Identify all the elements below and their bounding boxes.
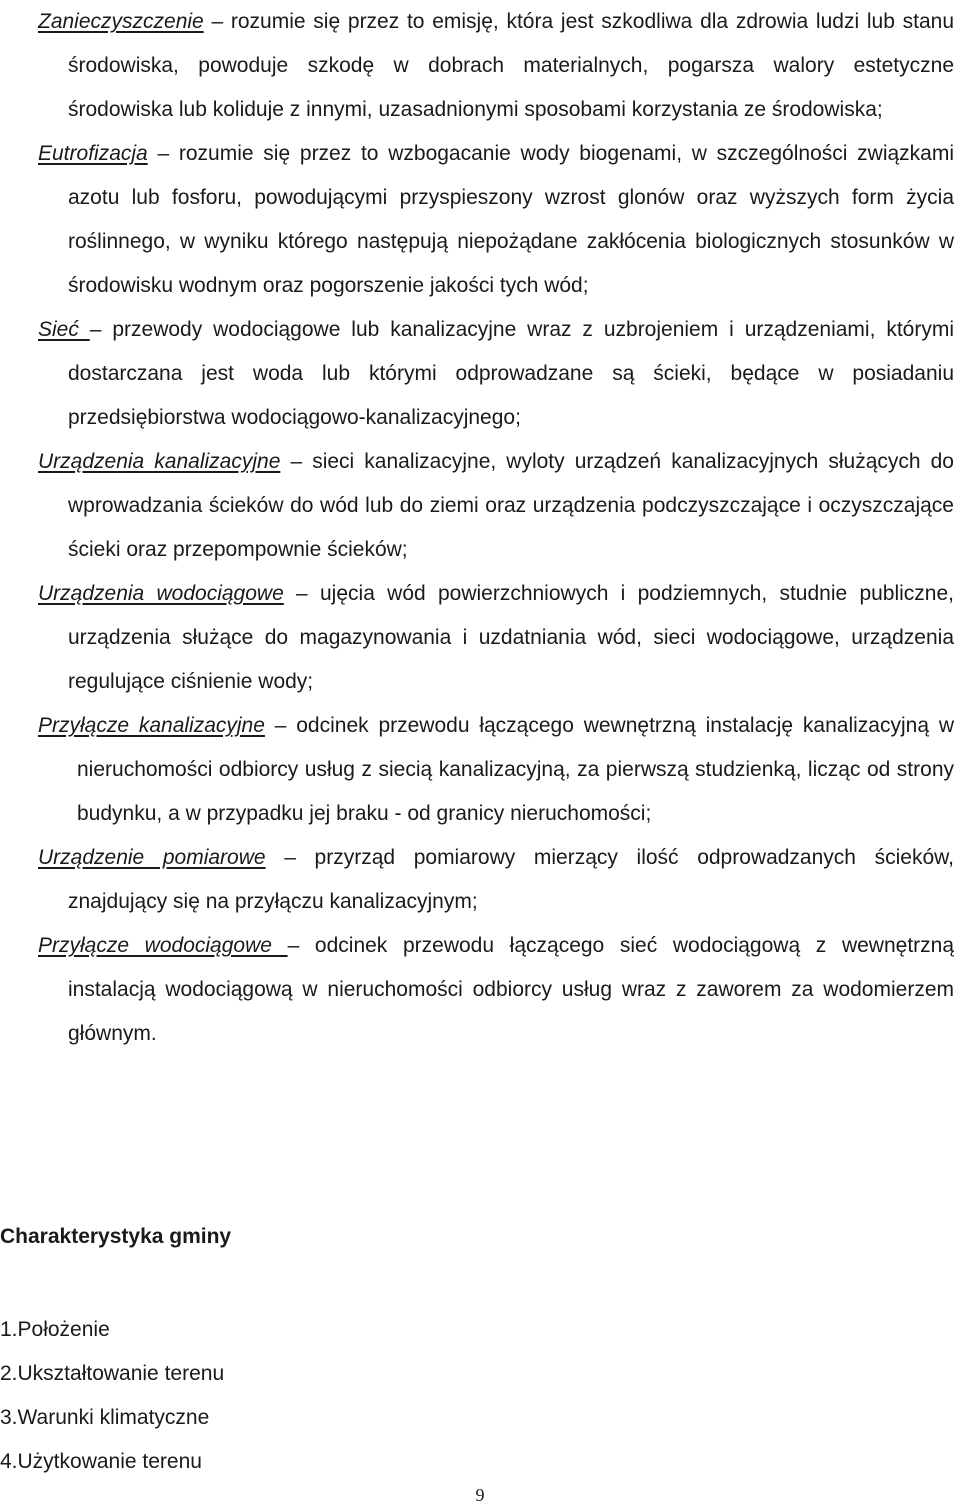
definition-text: – rozumie się przez to wzbogacanie wody biogenami, w szczególności związkami azotu lub fosforu, powodującymi przyspieszony wzrost glonów oraz wyższych form życia roślinnego, w wyniku którego następują niepożądane zakłócenia biologicznych stosunków w środowisku wodnym oraz pogorszenie jakości tych wód;: [68, 142, 954, 297]
definition-urzadzenie-pomiarowe: [0, 836, 960, 924]
definition-eutrofizacja: [0, 132, 960, 308]
definition-text: – przyrząd pomiarowy mierzący ilość odprowadzanych ścieków, znajdujący się na przyłączu kanalizacyjnym;: [68, 846, 954, 913]
definition-urzadzenia-kanalizacyjne: [0, 440, 960, 572]
contents-item: 1.Położenie: [0, 1318, 110, 1341]
definition-text: – przewody wodociągowe lub kanalizacyjne wraz z uzbrojeniem i urządzeniami, którymi dostarczana jest woda lub którymi odprowadzane są ścieki, będące w posiadaniu przedsiębiorstwa wodociągowo-kanalizacyjnego;: [68, 318, 954, 429]
definition-zanieczyszczenie: [0, 0, 960, 132]
definition-term: Sieć: [38, 318, 90, 341]
definition-term: Urządzenie pomiarowe: [38, 846, 266, 869]
page-number: 9: [475, 1485, 485, 1505]
definition-text: – odcinek przewodu łączącego wewnętrzną instalację kanalizacyjną w nieruchomości odbiorcy usług z siecią kanalizacyjną, za pierwszą studzienką, licząc od strony budynku, a w przypadku jej braku - od granicy nieruchomości;: [77, 714, 954, 825]
definition-term: Przyłącze kanalizacyjne: [38, 714, 265, 737]
definition-text: – sieci kanalizacyjne, wyloty urządzeń kanalizacyjnych służących do wprowadzania ścieków do wód lub do ziemi oraz urządzenia podczyszczające i oczyszczające ścieki oraz przepompownie ścieków;: [68, 450, 954, 561]
contents-item: 2.Ukształtowanie terenu: [0, 1362, 225, 1385]
definition-term: Przyłącze wodociągowe: [38, 934, 288, 957]
definition-term: Urządzenia wodociągowe: [38, 582, 284, 605]
definition-term: Zanieczyszczenie: [38, 10, 204, 33]
definition-term: Urządzenia kanalizacyjne: [38, 450, 281, 473]
definition-siec: [0, 308, 960, 440]
definition-przylacze-kanalizacyjne: [0, 704, 960, 836]
definition-term: Eutrofizacja: [38, 142, 148, 165]
definition-text: – odcinek przewodu łączącego sieć wodociągową z wewnętrzną instalacją wodociągową w nieruchomości odbiorcy usług wraz z zaworem za wodomierzem głównym.: [68, 934, 954, 1045]
definition-przylacze-wodociagowe: [0, 924, 960, 1056]
definition-urzadzenia-wodociagowe: [0, 572, 960, 704]
contents-item: 3.Warunki klimatyczne: [0, 1406, 210, 1429]
section-heading: Charakterystyka gminy: [0, 1225, 232, 1248]
definition-text: – rozumie się przez to emisję, która jest szkodliwa dla zdrowia ludzi lub stanu środowiska, powoduje szkodę w dobrach materialnych, pogarsza walory estetyczne środowiska lub koliduje z innymi, uzasadnionymi sposobami korzystania ze środowiska;: [68, 10, 954, 121]
contents-item: 4.Użytkowanie terenu: [0, 1450, 202, 1473]
contents-list: [0, 1308, 224, 1484]
definition-text: – ujęcia wód powierzchniowych i podziemnych, studnie publiczne, urządzenia służące do magazynowania i uzdatniania wód, sieci wodociągowe, urządzenia regulujące ciśnienie wody;: [68, 582, 955, 693]
